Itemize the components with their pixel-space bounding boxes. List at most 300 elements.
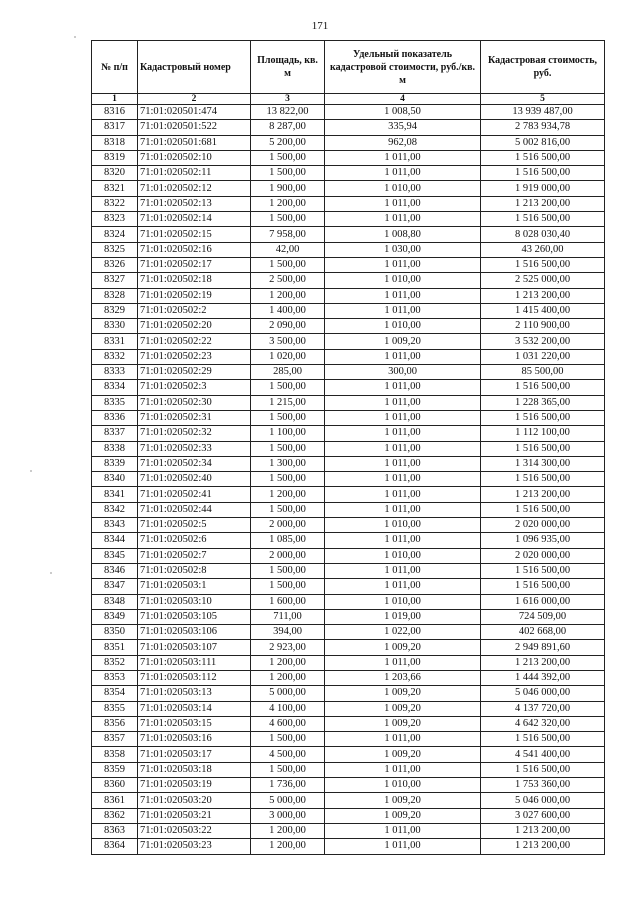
cell-index: 8321	[92, 181, 138, 196]
table-row	[92, 625, 605, 640]
cell-index: 8345	[92, 548, 138, 563]
table-row	[92, 793, 605, 808]
table-row	[92, 120, 605, 135]
cell-cadastral-value: 1 516 500,00	[481, 472, 605, 487]
cell-index: 8349	[92, 609, 138, 624]
table-row	[92, 395, 605, 410]
cell-index: 8322	[92, 196, 138, 211]
table-row	[92, 257, 605, 272]
cell-cadastral-number: 71:01:020502:31	[138, 410, 251, 425]
cell-area: 1 400,00	[251, 303, 325, 318]
cell-cadastral-value: 1 031 220,00	[481, 349, 605, 364]
cell-cadastral-value: 43 260,00	[481, 242, 605, 257]
cell-cadastral-number: 71:01:020502:6	[138, 533, 251, 548]
header-cadastral-number: Кадастровый номер	[138, 41, 251, 94]
cell-unit-value: 1 009,20	[325, 640, 481, 655]
cell-cadastral-value: 1 213 200,00	[481, 487, 605, 502]
cell-unit-value: 1 011,00	[325, 502, 481, 517]
cell-area: 1 736,00	[251, 778, 325, 793]
cell-cadastral-value: 1 314 300,00	[481, 456, 605, 471]
cell-cadastral-number: 71:01:020503:21	[138, 808, 251, 823]
cell-area: 1 600,00	[251, 594, 325, 609]
table-row	[92, 640, 605, 655]
cell-area: 7 958,00	[251, 227, 325, 242]
cell-unit-value: 1 011,00	[325, 839, 481, 854]
cell-index: 8319	[92, 150, 138, 165]
scan-speck	[50, 572, 52, 574]
cell-unit-value: 1 009,20	[325, 716, 481, 731]
cell-cadastral-number: 71:01:020502:44	[138, 502, 251, 517]
column-number: 2	[138, 94, 251, 105]
cell-cadastral-value: 1 228 365,00	[481, 395, 605, 410]
cell-unit-value: 1 010,00	[325, 319, 481, 334]
table-row	[92, 701, 605, 716]
cell-cadastral-value: 1 753 360,00	[481, 778, 605, 793]
table-row	[92, 380, 605, 395]
cell-index: 8330	[92, 319, 138, 334]
cell-cadastral-value: 1 444 392,00	[481, 670, 605, 685]
cell-cadastral-number: 71:01:020502:22	[138, 334, 251, 349]
cell-cadastral-value: 1 516 500,00	[481, 762, 605, 777]
cell-unit-value: 1 011,00	[325, 563, 481, 578]
cell-cadastral-number: 71:01:020503:17	[138, 747, 251, 762]
cell-index: 8342	[92, 502, 138, 517]
cell-cadastral-value: 8 028 030,40	[481, 227, 605, 242]
cell-cadastral-number: 71:01:020502:14	[138, 212, 251, 227]
cell-cadastral-value: 4 642 320,00	[481, 716, 605, 731]
cell-cadastral-value: 1 112 100,00	[481, 426, 605, 441]
table-header-row	[92, 41, 605, 94]
cell-area: 2 500,00	[251, 273, 325, 288]
table-row	[92, 747, 605, 762]
cell-unit-value: 1 010,00	[325, 548, 481, 563]
table-row	[92, 716, 605, 731]
cadastral-table	[91, 40, 605, 855]
table-row	[92, 441, 605, 456]
cell-cadastral-number: 71:01:020501:681	[138, 135, 251, 150]
cell-index: 8346	[92, 563, 138, 578]
cell-cadastral-value: 1 516 500,00	[481, 579, 605, 594]
table-row	[92, 334, 605, 349]
cell-index: 8350	[92, 625, 138, 640]
cell-unit-value: 1 011,00	[325, 395, 481, 410]
table-row	[92, 288, 605, 303]
table-row	[92, 839, 605, 854]
cell-index: 8331	[92, 334, 138, 349]
table-row	[92, 196, 605, 211]
cell-unit-value: 1 011,00	[325, 349, 481, 364]
cell-cadastral-number: 71:01:020502:12	[138, 181, 251, 196]
cell-cadastral-number: 71:01:020502:29	[138, 365, 251, 380]
cell-area: 1 500,00	[251, 502, 325, 517]
cell-cadastral-value: 1 415 400,00	[481, 303, 605, 318]
cell-cadastral-value: 1 516 500,00	[481, 257, 605, 272]
column-number: 5	[481, 94, 605, 105]
cell-unit-value: 1 011,00	[325, 579, 481, 594]
cell-unit-value: 1 011,00	[325, 456, 481, 471]
cell-unit-value: 1 011,00	[325, 303, 481, 318]
cell-cadastral-number: 71:01:020502:41	[138, 487, 251, 502]
cell-cadastral-value: 1 516 500,00	[481, 380, 605, 395]
cell-index: 8353	[92, 670, 138, 685]
cell-cadastral-number: 71:01:020503:1	[138, 579, 251, 594]
cell-area: 1 500,00	[251, 441, 325, 456]
cell-area: 3 500,00	[251, 334, 325, 349]
cell-cadastral-value: 1 096 935,00	[481, 533, 605, 548]
cell-index: 8341	[92, 487, 138, 502]
cell-unit-value: 1 010,00	[325, 518, 481, 533]
cell-cadastral-value: 1 213 200,00	[481, 655, 605, 670]
cell-cadastral-number: 71:01:020502:30	[138, 395, 251, 410]
table-row	[92, 227, 605, 242]
cell-area: 1 085,00	[251, 533, 325, 548]
table-row	[92, 135, 605, 150]
cell-cadastral-number: 71:01:020503:10	[138, 594, 251, 609]
table-row	[92, 242, 605, 257]
cell-unit-value: 1 009,20	[325, 701, 481, 716]
cell-index: 8363	[92, 823, 138, 838]
cell-unit-value: 1 022,00	[325, 625, 481, 640]
cell-cadastral-value: 2 020 000,00	[481, 548, 605, 563]
table-body	[92, 105, 605, 855]
cell-cadastral-value: 1 213 200,00	[481, 288, 605, 303]
table-row	[92, 105, 605, 120]
cell-index: 8356	[92, 716, 138, 731]
cell-cadastral-value: 1 516 500,00	[481, 502, 605, 517]
table-row	[92, 212, 605, 227]
cell-unit-value: 1 011,00	[325, 823, 481, 838]
cell-unit-value: 1 011,00	[325, 150, 481, 165]
cell-index: 8348	[92, 594, 138, 609]
cell-cadastral-number: 71:01:020502:15	[138, 227, 251, 242]
cell-area: 1 300,00	[251, 456, 325, 471]
cell-unit-value: 1 011,00	[325, 196, 481, 211]
cell-area: 1 500,00	[251, 579, 325, 594]
cell-cadastral-value: 4 541 400,00	[481, 747, 605, 762]
table-row	[92, 609, 605, 624]
table-row	[92, 823, 605, 838]
cell-cadastral-number: 71:01:020503:112	[138, 670, 251, 685]
cell-cadastral-number: 71:01:020502:10	[138, 150, 251, 165]
cell-cadastral-number: 71:01:020502:8	[138, 563, 251, 578]
cell-area: 4 500,00	[251, 747, 325, 762]
cell-index: 8362	[92, 808, 138, 823]
cell-index: 8326	[92, 257, 138, 272]
cell-unit-value: 1 009,20	[325, 686, 481, 701]
table-row	[92, 762, 605, 777]
cell-unit-value: 1 019,00	[325, 609, 481, 624]
cell-index: 8327	[92, 273, 138, 288]
cell-index: 8328	[92, 288, 138, 303]
cell-area: 1 200,00	[251, 196, 325, 211]
cell-area: 4 600,00	[251, 716, 325, 731]
column-number: 4	[325, 94, 481, 105]
table-row	[92, 594, 605, 609]
cell-cadastral-number: 71:01:020503:20	[138, 793, 251, 808]
scan-speck	[74, 36, 76, 38]
cell-cadastral-number: 71:01:020502:2	[138, 303, 251, 318]
cell-area: 1 500,00	[251, 410, 325, 425]
cell-index: 8335	[92, 395, 138, 410]
cell-unit-value: 1 011,00	[325, 441, 481, 456]
table-row	[92, 655, 605, 670]
cell-unit-value: 1 011,00	[325, 426, 481, 441]
cell-cadastral-number: 71:01:020503:16	[138, 732, 251, 747]
cell-index: 8347	[92, 579, 138, 594]
cell-area: 394,00	[251, 625, 325, 640]
cell-unit-value: 1 011,00	[325, 762, 481, 777]
cell-area: 5 200,00	[251, 135, 325, 150]
cell-area: 1 500,00	[251, 563, 325, 578]
cell-area: 711,00	[251, 609, 325, 624]
cell-index: 8333	[92, 365, 138, 380]
table-row	[92, 166, 605, 181]
cell-cadastral-value: 4 137 720,00	[481, 701, 605, 716]
cell-cadastral-value: 5 046 000,00	[481, 793, 605, 808]
cell-index: 8337	[92, 426, 138, 441]
cell-index: 8336	[92, 410, 138, 425]
cell-cadastral-value: 1 213 200,00	[481, 823, 605, 838]
cell-area: 1 500,00	[251, 472, 325, 487]
cell-area: 1 500,00	[251, 150, 325, 165]
table-row	[92, 686, 605, 701]
table-row	[92, 548, 605, 563]
cell-cadastral-number: 71:01:020502:3	[138, 380, 251, 395]
cell-area: 1 500,00	[251, 257, 325, 272]
cell-cadastral-number: 71:01:020502:11	[138, 166, 251, 181]
cell-index: 8334	[92, 380, 138, 395]
cell-unit-value: 1 030,00	[325, 242, 481, 257]
cell-unit-value: 1 009,20	[325, 793, 481, 808]
cell-unit-value: 1 008,50	[325, 105, 481, 120]
table-row	[92, 670, 605, 685]
cell-area: 1 500,00	[251, 762, 325, 777]
table-row	[92, 150, 605, 165]
page-number: 171	[311, 20, 329, 32]
cell-cadastral-number: 71:01:020502:34	[138, 456, 251, 471]
cell-cadastral-number: 71:01:020503:106	[138, 625, 251, 640]
table-row	[92, 502, 605, 517]
cell-area: 1 200,00	[251, 288, 325, 303]
cell-cadastral-number: 71:01:020502:33	[138, 441, 251, 456]
cell-cadastral-value: 1 213 200,00	[481, 196, 605, 211]
cell-cadastral-number: 71:01:020502:17	[138, 257, 251, 272]
scan-speck	[30, 470, 32, 472]
cell-index: 8339	[92, 456, 138, 471]
cell-cadastral-value: 3 532 200,00	[481, 334, 605, 349]
cell-cadastral-number: 71:01:020502:18	[138, 273, 251, 288]
cell-cadastral-value: 5 002 816,00	[481, 135, 605, 150]
cell-index: 8317	[92, 120, 138, 135]
cell-area: 1 200,00	[251, 487, 325, 502]
cell-cadastral-value: 1 516 500,00	[481, 441, 605, 456]
cell-unit-value: 1 011,00	[325, 212, 481, 227]
column-number: 3	[251, 94, 325, 105]
cell-unit-value: 1 010,00	[325, 778, 481, 793]
cell-cadastral-value: 1 516 500,00	[481, 732, 605, 747]
cell-cadastral-number: 71:01:020501:474	[138, 105, 251, 120]
table-row	[92, 273, 605, 288]
cell-index: 8357	[92, 732, 138, 747]
cell-cadastral-number: 71:01:020502:20	[138, 319, 251, 334]
cell-index: 8316	[92, 105, 138, 120]
table-row	[92, 426, 605, 441]
table-row	[92, 487, 605, 502]
cell-index: 8344	[92, 533, 138, 548]
cell-cadastral-number: 71:01:020501:522	[138, 120, 251, 135]
cell-index: 8351	[92, 640, 138, 655]
cell-unit-value: 1 011,00	[325, 166, 481, 181]
cell-cadastral-number: 71:01:020503:19	[138, 778, 251, 793]
cell-cadastral-number: 71:01:020502:23	[138, 349, 251, 364]
cell-cadastral-number: 71:01:020503:111	[138, 655, 251, 670]
cell-unit-value: 1 011,00	[325, 380, 481, 395]
cell-cadastral-number: 71:01:020503:105	[138, 609, 251, 624]
cell-cadastral-value: 1 516 500,00	[481, 563, 605, 578]
cell-index: 8352	[92, 655, 138, 670]
cell-unit-value: 300,00	[325, 365, 481, 380]
cell-cadastral-value: 1 919 000,00	[481, 181, 605, 196]
table-row	[92, 518, 605, 533]
cell-area: 8 287,00	[251, 120, 325, 135]
cell-unit-value: 1 009,20	[325, 808, 481, 823]
table-row	[92, 365, 605, 380]
cell-cadastral-value: 2 525 000,00	[481, 273, 605, 288]
cell-cadastral-value: 1 516 500,00	[481, 150, 605, 165]
cell-unit-value: 1 011,00	[325, 533, 481, 548]
cell-index: 8361	[92, 793, 138, 808]
cell-cadastral-number: 71:01:020502:13	[138, 196, 251, 211]
cell-area: 1 500,00	[251, 166, 325, 181]
cell-unit-value: 1 011,00	[325, 487, 481, 502]
cell-area: 5 000,00	[251, 686, 325, 701]
cell-index: 8359	[92, 762, 138, 777]
cell-area: 2 000,00	[251, 518, 325, 533]
cell-cadastral-value: 724 509,00	[481, 609, 605, 624]
header-unit-value: Удельный показатель кадастровой стоимости, руб./кв. м	[325, 41, 481, 94]
cell-cadastral-value: 2 110 900,00	[481, 319, 605, 334]
cell-cadastral-number: 71:01:020502:7	[138, 548, 251, 563]
cell-unit-value: 335,94	[325, 120, 481, 135]
table-row	[92, 319, 605, 334]
table-row	[92, 579, 605, 594]
cell-cadastral-value: 3 027 600,00	[481, 808, 605, 823]
cell-unit-value: 1 009,20	[325, 334, 481, 349]
cell-cadastral-value: 5 046 000,00	[481, 686, 605, 701]
header-cadastral-value: Кадастровая стоимость, руб.	[481, 41, 605, 94]
cell-index: 8354	[92, 686, 138, 701]
cell-index: 8324	[92, 227, 138, 242]
cell-area: 2 000,00	[251, 548, 325, 563]
column-number: 1	[92, 94, 138, 105]
cell-area: 1 100,00	[251, 426, 325, 441]
cell-cadastral-number: 71:01:020503:107	[138, 640, 251, 655]
cell-index: 8364	[92, 839, 138, 854]
cell-unit-value: 1 008,80	[325, 227, 481, 242]
cell-index: 8340	[92, 472, 138, 487]
cell-unit-value: 1 011,00	[325, 655, 481, 670]
cell-area: 1 500,00	[251, 212, 325, 227]
header-index: № п/п	[92, 41, 138, 94]
cell-cadastral-value: 402 668,00	[481, 625, 605, 640]
cell-cadastral-value: 13 939 487,00	[481, 105, 605, 120]
cell-area: 1 500,00	[251, 732, 325, 747]
cell-cadastral-number: 71:01:020502:5	[138, 518, 251, 533]
table-row	[92, 456, 605, 471]
cell-area: 1 200,00	[251, 823, 325, 838]
cell-cadastral-value: 1 616 000,00	[481, 594, 605, 609]
cell-cadastral-number: 71:01:020503:22	[138, 823, 251, 838]
cell-unit-value: 1 011,00	[325, 472, 481, 487]
cell-index: 8338	[92, 441, 138, 456]
cell-area: 2 923,00	[251, 640, 325, 655]
table-row	[92, 563, 605, 578]
cell-area: 1 215,00	[251, 395, 325, 410]
cell-unit-value: 1 011,00	[325, 288, 481, 303]
table-row	[92, 808, 605, 823]
cell-unit-value: 1 010,00	[325, 181, 481, 196]
table-row	[92, 732, 605, 747]
cell-cadastral-number: 71:01:020502:40	[138, 472, 251, 487]
table-row	[92, 349, 605, 364]
cell-index: 8320	[92, 166, 138, 181]
table-row	[92, 181, 605, 196]
cell-unit-value: 1 011,00	[325, 257, 481, 272]
cell-index: 8332	[92, 349, 138, 364]
cell-area: 1 500,00	[251, 380, 325, 395]
cell-index: 8325	[92, 242, 138, 257]
cell-unit-value: 1 009,20	[325, 747, 481, 762]
cell-area: 3 000,00	[251, 808, 325, 823]
cell-area: 42,00	[251, 242, 325, 257]
cell-cadastral-number: 71:01:020502:16	[138, 242, 251, 257]
cell-area: 1 900,00	[251, 181, 325, 196]
cell-unit-value: 1 011,00	[325, 410, 481, 425]
cell-index: 8358	[92, 747, 138, 762]
cell-area: 1 200,00	[251, 655, 325, 670]
cell-index: 8329	[92, 303, 138, 318]
cell-cadastral-number: 71:01:020503:15	[138, 716, 251, 731]
cell-area: 4 100,00	[251, 701, 325, 716]
cell-cadastral-number: 71:01:020503:23	[138, 839, 251, 854]
cell-index: 8360	[92, 778, 138, 793]
cell-cadastral-number: 71:01:020503:18	[138, 762, 251, 777]
cell-area: 285,00	[251, 365, 325, 380]
cell-index: 8355	[92, 701, 138, 716]
cell-area: 13 822,00	[251, 105, 325, 120]
cell-index: 8323	[92, 212, 138, 227]
table-row	[92, 778, 605, 793]
table-row	[92, 410, 605, 425]
cell-cadastral-value: 1 516 500,00	[481, 410, 605, 425]
table-row	[92, 303, 605, 318]
cell-unit-value: 962,08	[325, 135, 481, 150]
table-row	[92, 533, 605, 548]
cell-area: 1 020,00	[251, 349, 325, 364]
cell-area: 1 200,00	[251, 670, 325, 685]
cell-unit-value: 1 011,00	[325, 732, 481, 747]
cell-unit-value: 1 203,66	[325, 670, 481, 685]
table-row	[92, 472, 605, 487]
cell-area: 2 090,00	[251, 319, 325, 334]
cell-area: 5 000,00	[251, 793, 325, 808]
cell-cadastral-value: 2 020 000,00	[481, 518, 605, 533]
cell-cadastral-number: 71:01:020502:32	[138, 426, 251, 441]
cell-cadastral-value: 1 516 500,00	[481, 212, 605, 227]
cell-cadastral-value: 1 516 500,00	[481, 166, 605, 181]
cell-unit-value: 1 010,00	[325, 273, 481, 288]
cell-cadastral-value: 2 783 934,78	[481, 120, 605, 135]
